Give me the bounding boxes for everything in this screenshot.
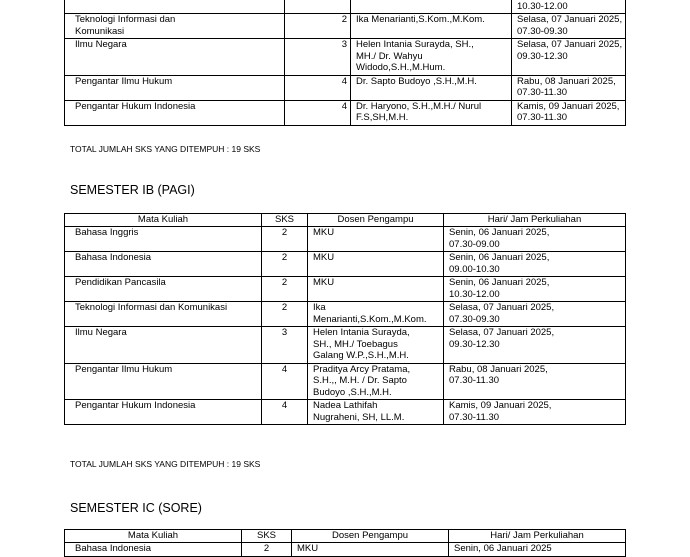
cell-line: 07.30-11.30 — [517, 87, 568, 98]
mata-kuliah-cell — [65, 227, 262, 252]
cell-line: 07.30-09.00 — [449, 238, 500, 250]
cell-line: Senin, 06 Januari 2025, — [449, 227, 550, 238]
sks-cell: 4 — [285, 75, 351, 100]
cell-line: Menarianti,S.Kom.,M.Kom. — [313, 313, 427, 325]
cell-line: 07.30-09.30 — [449, 313, 500, 325]
semester-ic-heading: SEMESTER IC (SORE) — [70, 501, 202, 515]
cell-line: 07.30-11.30 — [517, 112, 568, 123]
cell-line: Selasa, 07 Januari 2025, — [449, 327, 555, 338]
header-mata-kuliah: Mata Kuliah — [65, 214, 262, 227]
cell-line: Teknologi Informasi dan Komunikasi — [75, 302, 228, 313]
cell-line: 07.30-11.30 — [449, 411, 500, 423]
header-dosen: Dosen Pengampu — [308, 214, 444, 227]
cell-line: Ilmu Negara — [75, 39, 127, 50]
dosen-cell — [351, 39, 512, 76]
cell-line: Pengantar Hukum Indonesia — [75, 400, 196, 411]
cell-line: 07.30-11.30 — [449, 375, 500, 386]
cell-line: Nadea Lathifah — [313, 400, 378, 411]
jadwal-cell — [444, 363, 626, 400]
cell-line: MH./ Dr. Wahyu — [356, 50, 423, 62]
jadwal-cell — [449, 543, 626, 557]
cell-line: MKU — [313, 227, 335, 238]
header-sks: SKS — [242, 530, 292, 543]
cell-line: 07.30-09.30 — [517, 25, 568, 37]
cell-line: Pengantar Ilmu Hukum — [75, 75, 173, 87]
cell-line: Selasa, 07 Januari 2025, — [449, 302, 555, 313]
cell-line: 09.00-10.30 — [449, 263, 500, 275]
total-sks-ib: TOTAL JUMLAH SKS YANG DITEMPUH : 19 SKS — [70, 459, 261, 469]
dosen-cell — [308, 327, 444, 364]
cell-line: Komunikasi — [75, 25, 125, 37]
header-sks: SKS — [262, 214, 308, 227]
dosen-cell — [292, 543, 449, 557]
cell-line: Dr. Haryono, S.H.,M.H./ Nurul — [356, 100, 482, 112]
cell-line: Ilmu Negara — [75, 327, 127, 338]
mata-kuliah-cell — [65, 252, 262, 277]
cell-line — [356, 0, 511, 1]
cell-line: 10.30-12.00 — [517, 0, 568, 12]
dosen-cell — [308, 302, 444, 327]
dosen-cell — [308, 363, 444, 400]
jadwal-cell — [512, 14, 626, 39]
jadwal-cell — [444, 400, 626, 425]
jadwal-cell — [512, 75, 626, 100]
cell-line: Bahasa Indonesia — [75, 252, 152, 263]
cell-line: Senin, 06 Januari 2025, — [449, 252, 550, 263]
sks-cell: 4 — [262, 400, 308, 425]
sks-cell: 2 — [262, 302, 308, 327]
table-row — [65, 252, 626, 277]
sks-cell: 2 — [262, 252, 308, 277]
sks-cell — [285, 0, 351, 14]
table-row — [65, 14, 626, 39]
sks-cell: 4 — [285, 100, 351, 125]
cell-line: Bahasa Indonesia — [75, 543, 152, 554]
table-row — [65, 400, 626, 425]
mata-kuliah-cell — [65, 327, 262, 364]
header-jadwal: Hari/ Jam Perkuliahan — [449, 530, 626, 543]
dosen-cell — [351, 14, 512, 39]
cell-line: Ika — [313, 302, 326, 313]
cell-line: Teknologi Informasi dan — [75, 14, 176, 25]
cell-line: Helen Intania Surayda, — [313, 327, 410, 338]
cell-line: Kamis, 09 Januari 2025, — [449, 400, 552, 411]
cell-line: Senin, 06 Januari 2025, — [449, 277, 550, 288]
cell-line: Rabu, 08 Januari 2025, — [517, 75, 616, 87]
cell-line: Pengantar Ilmu Hukum — [75, 363, 173, 375]
dosen-cell — [351, 0, 512, 14]
cell-line: MKU — [297, 543, 319, 554]
table-header-row — [65, 214, 626, 227]
mata-kuliah-cell — [65, 0, 285, 14]
table-header-row — [65, 530, 626, 543]
jadwal-cell — [444, 277, 626, 302]
cell-line: Rabu, 08 Januari 2025, — [449, 363, 548, 375]
mata-kuliah-cell — [65, 14, 285, 39]
table-row — [65, 543, 626, 557]
mata-kuliah-cell — [65, 363, 262, 400]
cell-line: Widodo,S.H.,M.Hum. — [356, 62, 446, 73]
jadwal-cell — [512, 0, 626, 14]
schedule-table-ia — [64, 0, 626, 126]
sks-cell: 4 — [262, 363, 308, 400]
sks-cell: 3 — [262, 327, 308, 364]
dosen-cell — [308, 252, 444, 277]
mata-kuliah-cell — [65, 100, 285, 125]
dosen-cell — [308, 400, 444, 425]
cell-line — [75, 0, 284, 1]
cell-line: Ika Menarianti,S.Kom.,M.Kom. — [356, 14, 485, 25]
sks-cell: 2 — [262, 227, 308, 252]
table-row — [65, 100, 626, 125]
header-dosen: Dosen Pengampu — [292, 530, 449, 543]
cell-line: S.H.,, M.H. / Dr. Sapto — [313, 375, 407, 386]
cell-line: SH., MH./ Toebagus — [313, 338, 398, 350]
table-row — [65, 363, 626, 400]
cell-line: Praditya Arcy Pratama, — [313, 363, 411, 375]
jadwal-cell — [444, 302, 626, 327]
cell-line: Galang W.P.,S.H.,M.H. — [313, 350, 409, 361]
cell-line: 09.30-12.30 — [517, 50, 568, 62]
sks-cell: 2 — [285, 14, 351, 39]
cell-line: Selasa, 07 Januari 2025, — [517, 14, 623, 25]
cell-line: Pendidikan Pancasila — [75, 277, 166, 288]
cell-line: F.S,SH,M.H. — [356, 112, 409, 123]
cell-line: Budoyo ,S.H.,M.H. — [313, 386, 392, 398]
mata-kuliah-cell — [65, 39, 285, 76]
cell-line: Dr. Sapto Budoyo ,S.H.,M.H. — [356, 75, 477, 87]
cell-line: Senin, 06 Januari 2025 — [454, 543, 552, 554]
dosen-cell — [308, 227, 444, 252]
jadwal-cell — [444, 327, 626, 364]
sks-cell: 2 — [242, 543, 292, 557]
cell-line: 09.30-12.30 — [449, 338, 500, 350]
header-mata-kuliah: Mata Kuliah — [65, 530, 242, 543]
sks-cell: 2 — [262, 277, 308, 302]
mata-kuliah-cell — [65, 302, 262, 327]
semester-ib-heading: SEMESTER IB (PAGI) — [70, 183, 195, 197]
table-row — [65, 75, 626, 100]
jadwal-cell — [444, 227, 626, 252]
jadwal-cell — [512, 39, 626, 76]
schedule-table-ib — [64, 213, 626, 425]
mata-kuliah-cell — [65, 277, 262, 302]
table-row — [65, 0, 626, 14]
cell-line: Bahasa Inggris — [75, 227, 139, 238]
cell-line: Nugraheni, SH, LL.M. — [313, 411, 405, 423]
jadwal-cell — [444, 252, 626, 277]
mata-kuliah-cell — [65, 400, 262, 425]
cell-line: 10.30-12.00 — [449, 288, 500, 300]
header-jadwal: Hari/ Jam Perkuliahan — [444, 214, 626, 227]
cell-line: MKU — [313, 252, 335, 263]
table-row — [65, 302, 626, 327]
cell-line: Pengantar Hukum Indonesia — [75, 100, 196, 112]
dosen-cell — [308, 277, 444, 302]
cell-line: Kamis, 09 Januari 2025, — [517, 100, 620, 112]
cell-line: MKU — [313, 277, 335, 288]
mata-kuliah-cell — [65, 543, 242, 557]
table-row — [65, 327, 626, 364]
dosen-cell — [351, 75, 512, 100]
dosen-cell — [351, 100, 512, 125]
cell-line: Selasa, 07 Januari 2025, — [517, 39, 623, 50]
mata-kuliah-cell — [65, 75, 285, 100]
schedule-table-ic — [64, 529, 626, 557]
table-row — [65, 39, 626, 76]
cell-line: Helen Intania Surayda, SH., — [356, 39, 474, 50]
sks-cell: 3 — [285, 39, 351, 76]
total-sks-ia: TOTAL JUMLAH SKS YANG DITEMPUH : 19 SKS — [70, 144, 261, 154]
jadwal-cell — [512, 100, 626, 125]
table-row — [65, 277, 626, 302]
table-row — [65, 227, 626, 252]
